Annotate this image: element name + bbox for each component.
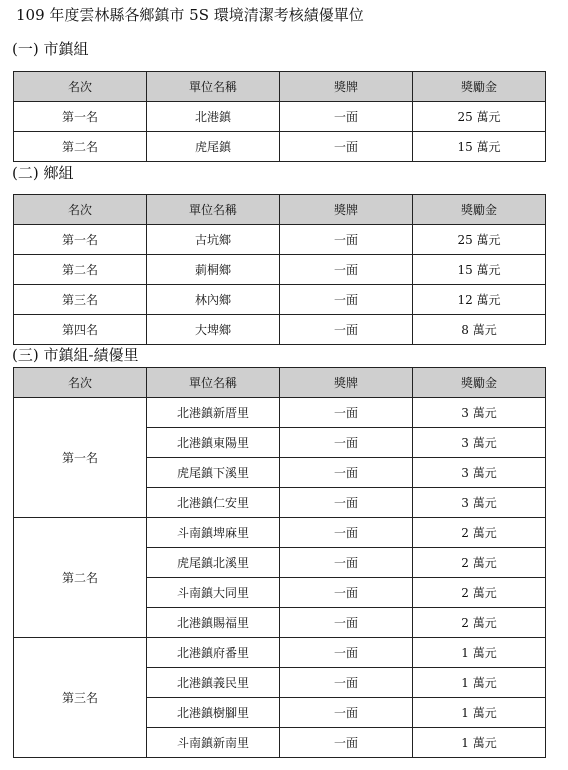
- rank-cell: 第三名: [14, 638, 147, 758]
- page-title: 109 年度雲林縣各鄉鎮市 5S 環境清潔考核績優單位: [16, 6, 364, 24]
- medal-cell: 一面: [280, 428, 413, 458]
- section-heading-township: (二) 鄉組: [12, 164, 74, 182]
- rank-cell: 第二名: [14, 518, 147, 638]
- bonus-cell: 15 萬元: [413, 132, 546, 162]
- unit-cell: 北港鎮樹腳里: [147, 698, 280, 728]
- table-row: [14, 132, 546, 162]
- section-heading-village: (三) 市鎮組-績優里: [12, 346, 139, 364]
- medal-cell: 一面: [280, 578, 413, 608]
- town-group-table: [13, 71, 546, 162]
- unit-cell: 虎尾鎮北溪里: [147, 548, 280, 578]
- medal-cell: 一面: [280, 102, 413, 132]
- header-medal: 獎牌: [280, 72, 413, 102]
- medal-cell: 一面: [280, 548, 413, 578]
- section-heading-town: (一) 市鎮組: [12, 40, 89, 58]
- medal-cell: 一面: [280, 638, 413, 668]
- unit-cell: 大埤鄉: [147, 315, 280, 345]
- header-medal: 獎牌: [280, 368, 413, 398]
- table-row: [14, 518, 546, 548]
- rank-cell: 第二名: [14, 132, 147, 162]
- unit-cell: 北港鎮府番里: [147, 638, 280, 668]
- unit-cell: 北港鎮新厝里: [147, 398, 280, 428]
- medal-cell: 一面: [280, 132, 413, 162]
- rank-cell: 第一名: [14, 102, 147, 132]
- unit-cell: 北港鎮義民里: [147, 668, 280, 698]
- table-header-row: [14, 72, 546, 102]
- bonus-cell: 1 萬元: [413, 698, 546, 728]
- medal-cell: 一面: [280, 458, 413, 488]
- header-bonus: 獎勵金: [413, 368, 546, 398]
- header-rank: 名次: [14, 195, 147, 225]
- header-unit: 單位名稱: [147, 368, 280, 398]
- medal-cell: 一面: [280, 225, 413, 255]
- village-group-table: [13, 367, 546, 758]
- header-bonus: 獎勵金: [413, 195, 546, 225]
- unit-cell: 林內鄉: [147, 285, 280, 315]
- bonus-cell: 3 萬元: [413, 458, 546, 488]
- medal-cell: 一面: [280, 668, 413, 698]
- bonus-cell: 12 萬元: [413, 285, 546, 315]
- header-unit: 單位名稱: [147, 195, 280, 225]
- rank-cell: 第二名: [14, 255, 147, 285]
- unit-cell: 莿桐鄉: [147, 255, 280, 285]
- rank-cell: 第一名: [14, 225, 147, 255]
- unit-cell: 北港鎮賜福里: [147, 608, 280, 638]
- township-group-table: [13, 194, 546, 345]
- bonus-cell: 2 萬元: [413, 548, 546, 578]
- bonus-cell: 2 萬元: [413, 518, 546, 548]
- medal-cell: 一面: [280, 698, 413, 728]
- bonus-cell: 8 萬元: [413, 315, 546, 345]
- table-header-row: [14, 195, 546, 225]
- table-row: [14, 398, 546, 428]
- bonus-cell: 3 萬元: [413, 398, 546, 428]
- table-header-row: [14, 368, 546, 398]
- bonus-cell: 3 萬元: [413, 488, 546, 518]
- table-row: [14, 225, 546, 255]
- bonus-cell: 1 萬元: [413, 728, 546, 758]
- table-row: [14, 315, 546, 345]
- unit-cell: 古坑鄉: [147, 225, 280, 255]
- medal-cell: 一面: [280, 315, 413, 345]
- table-row: [14, 102, 546, 132]
- header-medal: 獎牌: [280, 195, 413, 225]
- medal-cell: 一面: [280, 518, 413, 548]
- header-rank: 名次: [14, 72, 147, 102]
- table-row: [14, 285, 546, 315]
- unit-cell: 虎尾鎮: [147, 132, 280, 162]
- table-row: [14, 255, 546, 285]
- unit-cell: 虎尾鎮下溪里: [147, 458, 280, 488]
- medal-cell: 一面: [280, 285, 413, 315]
- bonus-cell: 15 萬元: [413, 255, 546, 285]
- bonus-cell: 1 萬元: [413, 638, 546, 668]
- unit-cell: 北港鎮東陽里: [147, 428, 280, 458]
- unit-cell: 北港鎮: [147, 102, 280, 132]
- bonus-cell: 2 萬元: [413, 608, 546, 638]
- unit-cell: 斗南鎮大同里: [147, 578, 280, 608]
- bonus-cell: 2 萬元: [413, 578, 546, 608]
- bonus-cell: 25 萬元: [413, 225, 546, 255]
- rank-cell: 第三名: [14, 285, 147, 315]
- unit-cell: 北港鎮仁安里: [147, 488, 280, 518]
- medal-cell: 一面: [280, 255, 413, 285]
- medal-cell: 一面: [280, 728, 413, 758]
- unit-cell: 斗南鎮埤麻里: [147, 518, 280, 548]
- medal-cell: 一面: [280, 488, 413, 518]
- rank-cell: 第一名: [14, 398, 147, 518]
- table-row: [14, 638, 546, 668]
- unit-cell: 斗南鎮新南里: [147, 728, 280, 758]
- header-rank: 名次: [14, 368, 147, 398]
- bonus-cell: 3 萬元: [413, 428, 546, 458]
- header-bonus: 獎勵金: [413, 72, 546, 102]
- bonus-cell: 25 萬元: [413, 102, 546, 132]
- header-unit: 單位名稱: [147, 72, 280, 102]
- medal-cell: 一面: [280, 398, 413, 428]
- bonus-cell: 1 萬元: [413, 668, 546, 698]
- rank-cell: 第四名: [14, 315, 147, 345]
- medal-cell: 一面: [280, 608, 413, 638]
